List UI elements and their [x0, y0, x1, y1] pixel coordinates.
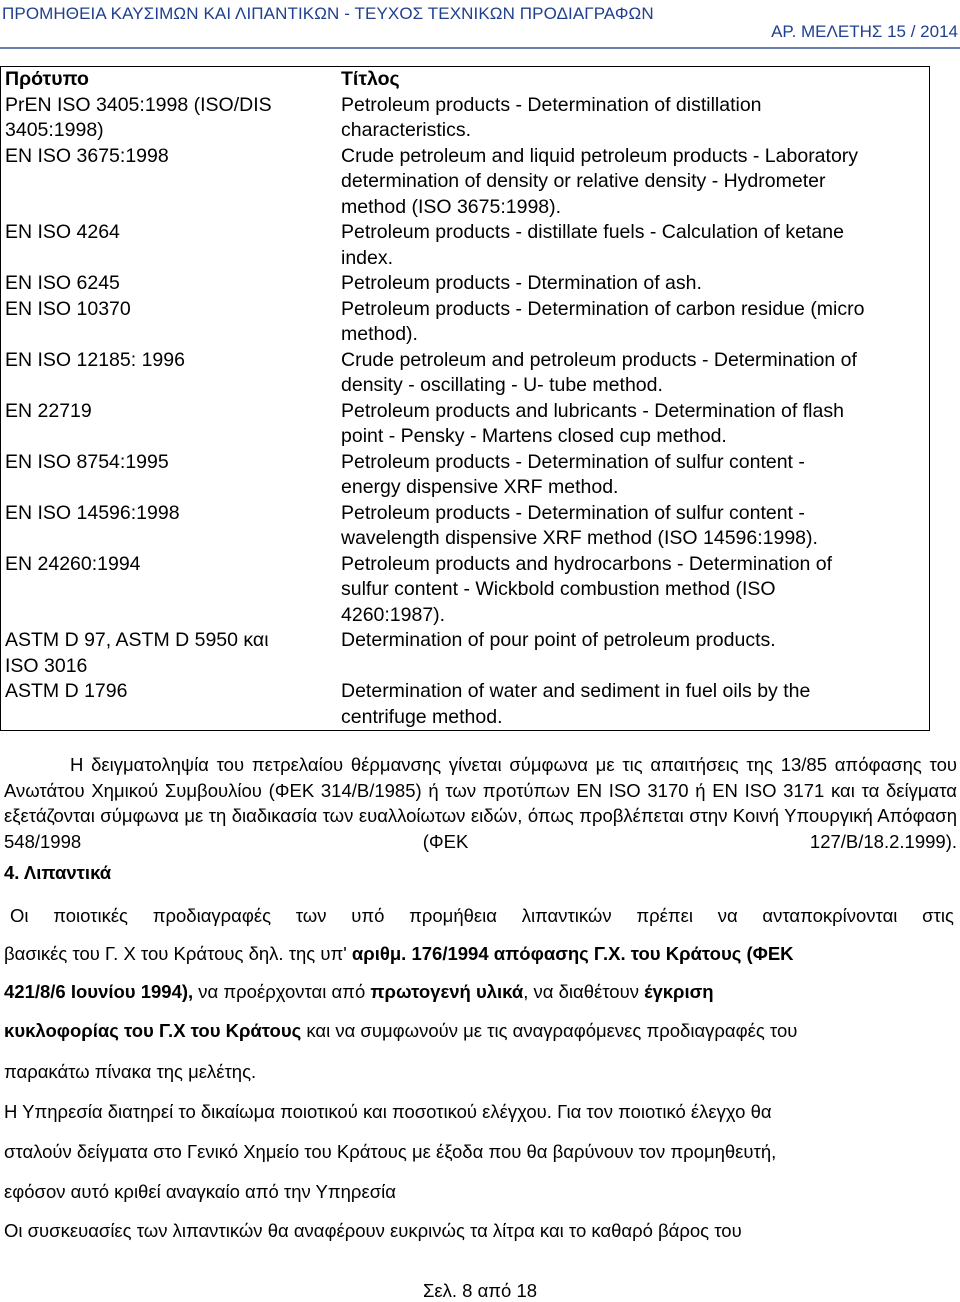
standard-code-cell: EN ISO 10370: [5, 297, 131, 320]
control-paragraph-line-1: Η Υπηρεσία διατηρεί το δικαίωμα ποιοτικού και ποσοτικού ελέγχου. Για τον ποιοτικό έλεγχο θα: [4, 1101, 772, 1122]
standard-title-cell: Petroleum products - Determination of sulfur content - wavelength dispensive XRF method (ISO 14596:1998).: [341, 501, 818, 549]
standard-title-cell: Determination of water and sediment in fuel oils by the centrifuge method.: [341, 680, 811, 728]
column-header-title: Τίτλος: [341, 68, 400, 90]
standard-code-cell: EN ISO 6245: [5, 272, 120, 294]
packaging-paragraph-line-1: Οι συσκευασίες των λιπαντικών θα αναφέρουν ευκρινώς τα λίτρα και το καθαρό βάρος του: [4, 1220, 742, 1241]
word: Οι: [10, 905, 29, 926]
table-row: [1, 679, 930, 731]
sampling-paragraph: Η δειγματοληψία του πετρελαίου θέρμανσης γίνεται σύμφωνα με τις απαιτήσεις της 13/85 απόφασης του Ανωτάτου Χημικού Συμβουλίου (ΦΕΚ 314/Β/1985) ή των προτύπων EN ISO 3170 ή EN ISO 3171 και τα δείγματα εξετάζονται σύμφωνα με τη διαδικασία των ευαλλοίωτων ειδών, όπως προβλέπεται στην Κοινή Υπουργική Απόφαση 548/1998 (ΦΕΚ 127/Β/18.2.1999).: [4, 754, 957, 852]
spec-paragraph-line-1: [10, 905, 954, 927]
table-row: [1, 628, 930, 679]
table-row: [1, 220, 930, 271]
study-number: ΑΡ. ΜΕΛΕΤΗΣ 15 / 2014: [771, 22, 958, 41]
standard-title-cell: Crude petroleum and petroleum products - Determination of density - oscillating - U- tube method.: [341, 348, 857, 396]
standard-title-cell: Petroleum products and hydrocarbons - Determination of sulfur content - Wickbold combustion method (ISO 4260:1987).: [341, 552, 833, 626]
circulation-approval: κυκλοφορίας του Γ.Χ του Κράτους: [4, 1020, 302, 1041]
standard-code-cell: EN ISO 8754:1995: [5, 450, 169, 473]
standard-title-cell: Petroleum products - Determination of carbon residue (micro method).: [341, 297, 865, 345]
header-divider: [0, 47, 960, 49]
standard-code-cell: EN 24260:1994: [5, 552, 141, 575]
standard-code-cell: PrEN ISO 3405:1998 (ISO/DIS 3405:1998): [5, 93, 272, 141]
text-span: , να διαθέτουν: [523, 981, 645, 1002]
control-paragraph-line-3: εφόσον αυτό κριθεί αναγκαίο από την Υπηρεσία: [4, 1181, 396, 1202]
standard-code-cell: EN ISO 12185: 1996: [5, 348, 185, 371]
table-row: [1, 271, 930, 297]
word: πρέπει: [636, 905, 694, 926]
table-row: [1, 399, 930, 450]
control-paragraph-line-2: σταλούν δείγματα στο Γενικό Χημείο του Κράτους με έξοδα που θα βαρύνουν τον προμηθευτή,: [4, 1141, 777, 1162]
standard-title-cell: Determination of pour point of petroleum products.: [341, 629, 776, 651]
document-title: ΠΡΟΜΗΘΕΙΑ ΚΑΥΣΙΜΩΝ ΚΑΙ ΛΙΠΑΝΤΙΚΩΝ - ΤΕΥΧΟΣ ΤΕΧΝΙΚΩΝ ΠΡΟΔΙΑΓΡΑΦΩΝ: [2, 4, 654, 23]
text-span: βασικές του Γ. Χ του Κράτους δηλ. της υπ': [4, 943, 352, 964]
table-row: [1, 552, 930, 629]
table-header-row: [1, 67, 930, 93]
word: στις: [922, 905, 954, 926]
gazette-date: 421/8/6 Ιουνίου 1994),: [4, 981, 194, 1002]
standard-title-cell: Petroleum products - Determination of sulfur content - energy dispensive XRF method.: [341, 450, 805, 498]
word: λιπαντικών: [521, 905, 612, 926]
word: ανταποκρίνονται: [762, 905, 898, 926]
word: προμήθεια: [409, 905, 497, 926]
column-header-standard: Πρότυπο: [5, 68, 89, 90]
table-row: [1, 144, 930, 221]
word: προδιαγραφές: [152, 905, 272, 926]
table-row: [1, 348, 930, 399]
standard-title-cell: Petroleum products - distillate fuels - Calculation of ketane index.: [341, 221, 844, 269]
word: των: [295, 905, 327, 926]
text-span: και να συμφωνούν με τις αναγραφόμενες προδιαγραφές του: [301, 1020, 798, 1041]
table-row: [1, 297, 930, 348]
standard-code-cell: ASTM D 97, ASTM D 5950 και ISO 3016: [5, 629, 269, 677]
spec-paragraph-line-5: παρακάτω πίνακα της μελέτης.: [4, 1061, 257, 1082]
table-row: [1, 93, 930, 144]
standard-code-cell: EN ISO 14596:1998: [5, 501, 180, 524]
page-number: Σελ. 8 από 18: [422, 1280, 538, 1301]
standard-code-cell: EN ISO 3675:1998: [5, 144, 169, 167]
word: να: [717, 905, 738, 926]
spec-paragraph-line-3: [4, 981, 954, 1003]
standard-title-cell: Petroleum products - Determination of distillation characteristics.: [341, 93, 762, 141]
decision-reference: αριθμ. 176/1994 απόφασης Γ.Χ. του Κράτους (ΦΕΚ: [351, 943, 794, 964]
text-span: να προέρχονται από: [193, 981, 371, 1002]
spec-paragraph-line-4: [4, 1020, 954, 1042]
spec-paragraph-line-2: [4, 943, 954, 965]
standards-table: [0, 66, 930, 731]
table-body: [1, 93, 930, 731]
word: ποιοτικές: [53, 905, 128, 926]
table-row: [1, 450, 930, 501]
table-row: [1, 501, 930, 552]
standard-code-cell: EN ISO 4264: [5, 221, 120, 243]
standard-title-cell: Crude petroleum and liquid petroleum products - Laboratory determination of density or relative density - Hydrometer method (ISO 3675:1998).: [341, 144, 859, 218]
section-heading-lubricants: 4. Λιπαντικά: [4, 862, 112, 883]
standard-code-cell: EN 22719: [5, 399, 92, 422]
standard-code-cell: ASTM D 1796: [5, 680, 128, 702]
word: υπό: [351, 905, 385, 926]
primary-materials: πρωτογενή υλικά: [370, 981, 524, 1002]
standard-title-cell: Petroleum products and lubricants - Determination of flash point - Pensky - Martens closed cup method.: [341, 399, 844, 447]
standard-title-cell: Petroleum products - Dtermination of ash.: [341, 272, 702, 294]
approval-term: έγκριση: [644, 981, 714, 1002]
